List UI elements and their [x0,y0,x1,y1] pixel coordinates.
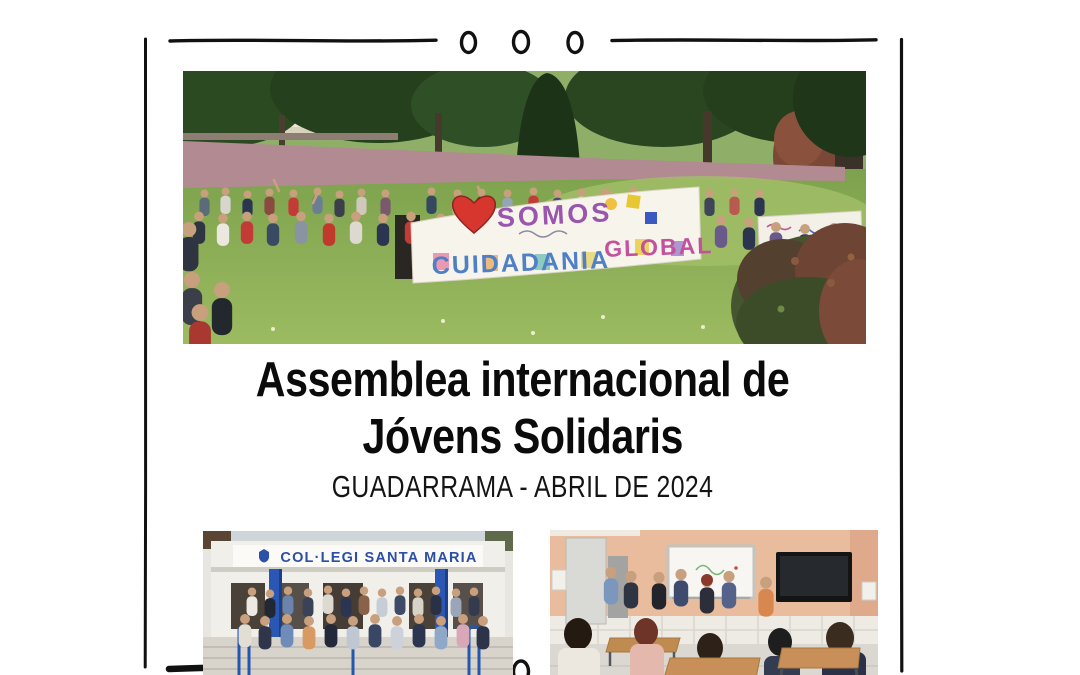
sky-strip [203,531,513,541]
school-group-photo [203,531,513,675]
park-wall [183,133,398,140]
page-title-line2: Jóvens Solidaris [362,410,684,464]
top-border-circle [514,32,529,53]
top-border-right-line [612,40,876,41]
page-title-line1: Assemblea internacional de [256,353,790,407]
title-block [145,352,901,505]
banner-word-somos: SOMOS [496,197,614,234]
banner-word-global: GLOBAL [603,232,714,262]
top-border-circle [462,33,476,53]
classroom-photo [550,530,878,675]
hero-photo-park-assembly [183,71,866,344]
classroom-door [566,538,606,624]
wall-poster [552,570,566,590]
top-border-left-line [170,40,436,41]
page-subtitle: GUADARRAMA - ABRIL DE 2024 [332,469,714,504]
wall-poster [862,582,876,600]
bottom-border-circle [514,661,529,675]
school-sign-text: COL·LEGI SANTA MARIA [280,550,478,566]
banner-word-cuidadania: CUIDADANIA [431,245,611,281]
tv-screen [776,552,852,602]
top-border-circle [568,33,582,53]
